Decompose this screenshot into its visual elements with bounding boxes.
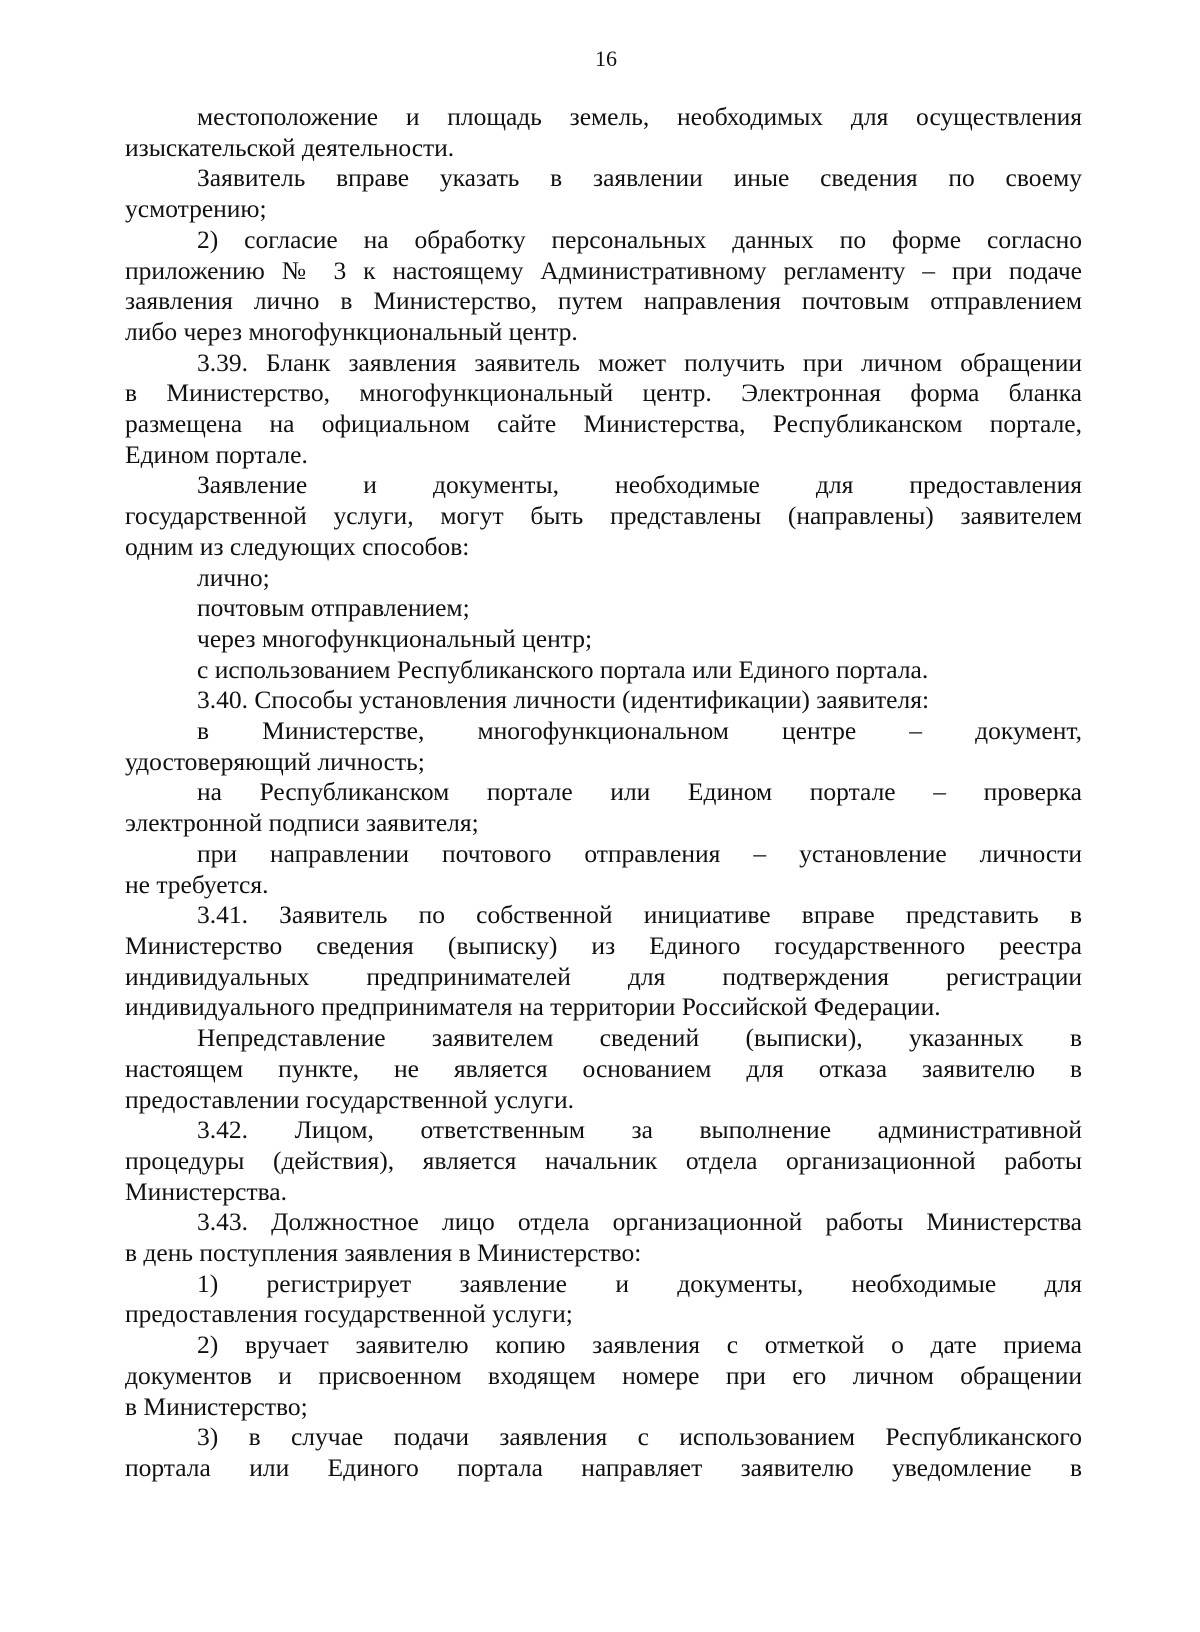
text-line: 3.43. Должностное лицо отдела организационной работы Министерства	[197, 1207, 1082, 1237]
text-line: Едином портале.	[125, 439, 308, 469]
text-line: либо через многофункциональный центр.	[125, 316, 578, 346]
text-line: усмотрению;	[125, 194, 267, 224]
text-line: портала или Единого портала направляет заявителю уведомление в	[125, 1452, 1082, 1482]
text-line: Заявление и документы, необходимые для предоставления	[197, 470, 1082, 500]
text-line: 3) в случае подачи заявления с использованием Республиканского	[197, 1422, 1082, 1452]
text-line: Министерства.	[125, 1176, 288, 1206]
text-line: Министерство сведения (выписку) из Единого государственного реестра	[125, 930, 1082, 960]
paragraph	[125, 470, 1082, 562]
text-line: Заявитель вправе указать в заявлении иные сведения по своему	[197, 163, 1082, 193]
text-line: не требуется.	[125, 869, 269, 899]
paragraph	[125, 655, 1082, 686]
paragraph	[125, 839, 1082, 900]
text-line: предоставления государственной услуги;	[125, 1299, 573, 1329]
text-line: предоставлении государственной услуги.	[125, 1084, 575, 1114]
text-line: в Министерство;	[125, 1391, 308, 1421]
text-line: через многофункциональный центр;	[197, 623, 593, 653]
text-line: лично;	[197, 562, 270, 592]
text-line: индивидуального предпринимателя на территории Российской Федерации.	[125, 992, 941, 1022]
text-line: при направлении почтового отправления – установление личности	[197, 838, 1082, 868]
text-line: процедуры (действия), является начальник отдела организационной работы	[125, 1145, 1082, 1175]
paragraph	[125, 777, 1082, 838]
paragraph	[125, 563, 1082, 594]
text-line: 3.42. Лицом, ответственным за выполнение административной	[197, 1115, 1082, 1145]
text-line: в день поступления заявления в Министерство:	[125, 1238, 642, 1268]
document-body	[125, 102, 1082, 1484]
text-line: с использованием Республиканского портала или Единого портала.	[197, 654, 929, 684]
paragraph	[125, 102, 1082, 163]
paragraph	[125, 716, 1082, 777]
text-line: на Республиканском портале или Едином портале – проверка	[197, 777, 1082, 807]
paragraph	[125, 1269, 1082, 1330]
text-line: почтовым отправлением;	[197, 593, 470, 623]
text-line: Непредставление заявителем сведений (выписки), указанных в	[197, 1023, 1082, 1053]
paragraph	[125, 593, 1082, 624]
paragraph	[125, 225, 1082, 348]
text-line: удостоверяющий личность;	[125, 746, 425, 776]
paragraph	[125, 685, 1082, 716]
text-line: изыскательской деятельности.	[125, 132, 455, 162]
text-line: заявления лично в Министерство, путем направления почтовым отправлением	[125, 286, 1082, 316]
text-line: 3.41. Заявитель по собственной инициативе вправе представить в	[197, 900, 1082, 930]
text-line: размещена на официальном сайте Министерства, Республиканском портале,	[125, 409, 1082, 439]
paragraph	[125, 163, 1082, 224]
text-line: местоположение и площадь земель, необходимых для осуществления	[197, 102, 1082, 131]
paragraph	[125, 1023, 1082, 1115]
text-line: 3.40. Способы установления личности (идентификации) заявителя:	[197, 685, 930, 715]
text-line: в Министерстве, многофункциональном центре – документ,	[197, 716, 1082, 746]
text-line: настоящем пункте, не является основанием для отказа заявителю в	[125, 1053, 1082, 1083]
text-line: 2) согласие на обработку персональных данных по форме согласно	[197, 224, 1082, 254]
paragraph	[125, 1115, 1082, 1207]
paragraph	[125, 348, 1082, 471]
text-line: в Министерство, многофункциональный центр. Электронная форма бланка	[125, 378, 1082, 408]
text-line: документов и присвоенном входящем номере при его личном обращении	[125, 1360, 1082, 1390]
text-line: приложению № 3 к настоящему Административному регламенту – при подаче	[125, 255, 1082, 285]
text-line: индивидуальных предпринимателей для подтверждения регистрации	[125, 961, 1082, 991]
text-line: одним из следующих способов:	[125, 531, 470, 561]
paragraph	[125, 900, 1082, 1023]
text-line: государственной услуги, могут быть представлены (направлены) заявителем	[125, 501, 1082, 531]
paragraph	[125, 624, 1082, 655]
text-line: 2) вручает заявителю копию заявления с отметкой о дате приема	[197, 1330, 1082, 1360]
page-number: 16	[595, 46, 617, 71]
text-line: электронной подписи заявителя;	[125, 808, 479, 838]
text-line: 3.39. Бланк заявления заявитель может получить при личном обращении	[197, 347, 1082, 377]
paragraph	[125, 1207, 1082, 1268]
paragraph	[125, 1422, 1082, 1483]
text-line: 1) регистрирует заявление и документы, необходимые для	[197, 1268, 1082, 1298]
paragraph	[125, 1330, 1082, 1422]
